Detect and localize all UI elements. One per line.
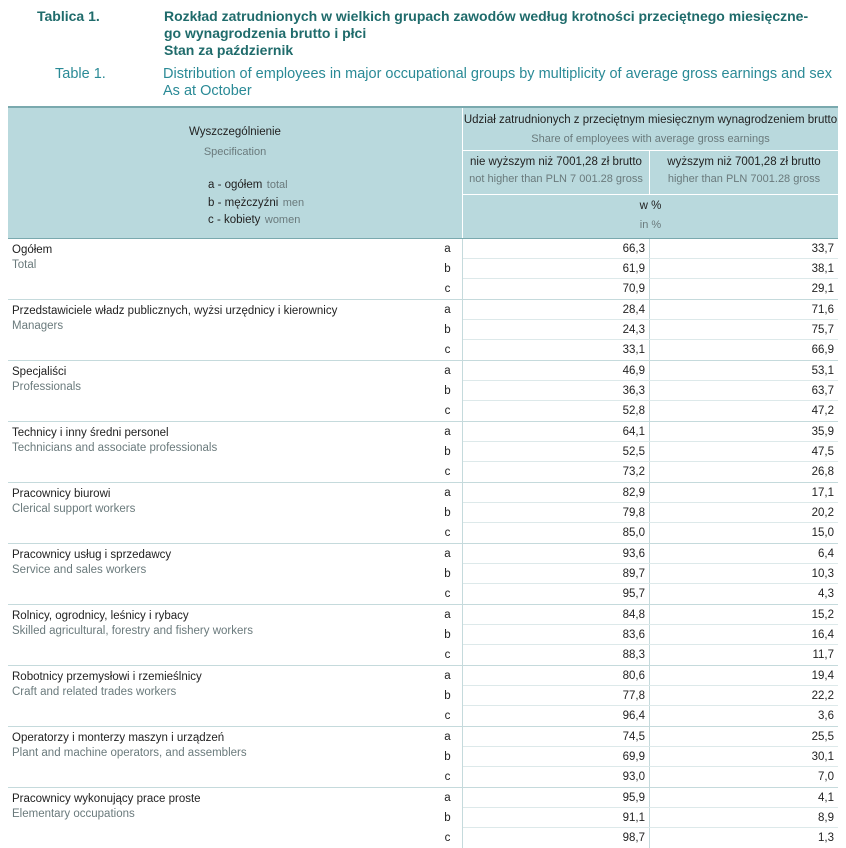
group-name-en: Professionals: [12, 381, 82, 393]
value-not-higher: 66,3: [622, 243, 645, 255]
caption-title-pl-line2: go wynagrodzenia brutto i płci: [164, 25, 367, 41]
unit-label-pl: w %: [639, 200, 662, 212]
table-row: [433, 666, 838, 686]
caption-subtitle-en: As at October: [163, 83, 252, 99]
legend-b-en: men: [282, 196, 305, 209]
table-row: [433, 483, 838, 503]
sex-key: c: [444, 283, 451, 295]
spec-label-en: Specification: [203, 146, 267, 158]
sex-key: c: [444, 527, 451, 539]
table-row: [433, 462, 838, 482]
value-not-higher: 83,6: [622, 629, 645, 641]
sex-key: b: [444, 629, 451, 641]
group-name-en: Total: [12, 259, 37, 271]
group-label: [12, 304, 432, 334]
value-higher: 26,8: [811, 466, 834, 478]
unit-label-en: in %: [639, 219, 662, 231]
value-higher: 10,3: [811, 568, 834, 580]
table-row: [433, 422, 838, 442]
sex-key: b: [444, 812, 451, 824]
col2-label-pl: wyższym niż 7001,28 zł brutto: [667, 156, 821, 168]
occupation-group: [8, 605, 838, 666]
value-higher: 17,1: [811, 487, 834, 499]
legend-c-pl: c - kobiety: [208, 214, 261, 226]
group-label: [12, 670, 432, 700]
table-row: [433, 645, 838, 665]
value-higher: 71,6: [811, 304, 834, 316]
table-row: [433, 767, 838, 787]
sex-legend: [208, 176, 304, 229]
group-label: [12, 792, 432, 822]
value-higher: 11,7: [812, 649, 834, 661]
occupation-group: [8, 239, 838, 300]
table-row: [433, 727, 838, 747]
caption-english: [0, 66, 846, 100]
table-row: [433, 605, 838, 625]
value-not-higher: 61,9: [622, 263, 645, 275]
col2-label-en: higher than PLN 7001.28 gross: [667, 173, 821, 185]
value-higher: 15,2: [811, 609, 834, 621]
value-not-higher: 36,3: [622, 385, 645, 397]
group-name-pl: Robotnicy przemysłowi i rzemieślnicy: [12, 671, 202, 683]
group-name-en: Skilled agricultural, forestry and fishery workers: [12, 625, 253, 637]
value-not-higher: 52,8: [622, 405, 645, 417]
sex-key: b: [444, 568, 451, 580]
value-higher: 25,5: [811, 731, 834, 743]
sex-key: a: [444, 304, 451, 316]
group-name-pl: Przedstawiciele władz publicznych, wyżsi urzędnicy i kierownicy: [12, 305, 338, 317]
occupation-group: [8, 727, 838, 788]
occupation-group: [8, 544, 838, 605]
value-not-higher: 46,9: [622, 365, 645, 377]
group-label: [12, 365, 432, 395]
caption-title-en: Distribution of employees in major occupational groups by multiplicity of average gross earnings and sex: [163, 66, 832, 82]
caption-title-pl-line1: Rozkład zatrudnionych w wielkich grupach zawodów według krotności przeciętnego miesięczne-: [164, 8, 809, 24]
header-specification-cell: [8, 108, 463, 238]
col2-header: [650, 156, 838, 185]
value-not-higher: 95,7: [622, 588, 645, 600]
table-row: [433, 259, 838, 279]
table-row: [433, 279, 838, 299]
group-name-en: Plant and machine operators, and assemblers: [12, 747, 247, 759]
value-not-higher: 96,4: [622, 710, 645, 722]
sex-key: b: [444, 263, 451, 275]
table-body: [8, 239, 838, 848]
legend-a-pl: a - ogółem: [208, 179, 263, 191]
table-row: [433, 584, 838, 604]
occupation-group: [8, 788, 838, 848]
sex-key: a: [444, 426, 451, 438]
group-name-pl: Technicy i inny średni personel: [12, 427, 169, 439]
sex-key: b: [444, 507, 451, 519]
col1-label-pl: nie wyższym niż 7001,28 zł brutto: [470, 156, 642, 168]
sex-key: c: [444, 466, 451, 478]
table-row: [433, 300, 838, 320]
value-not-higher: 95,9: [622, 792, 645, 804]
group-label: [12, 548, 432, 578]
group-name-pl: Rolnicy, ogrodnicy, leśnicy i rybacy: [12, 610, 189, 622]
group-name-en: Craft and related trades workers: [12, 686, 177, 698]
group-label: [12, 609, 432, 639]
group-name-pl: Ogółem: [12, 244, 53, 256]
group-name-pl: Pracownicy biurowi: [12, 488, 111, 500]
group-label: [12, 426, 432, 456]
table-row: [433, 239, 838, 259]
value-higher: 4,1: [818, 792, 834, 804]
value-higher: 66,9: [811, 344, 834, 356]
table-row: [433, 564, 838, 584]
occupation-group: [8, 483, 838, 544]
sex-key: c: [444, 649, 451, 661]
value-higher: 22,2: [811, 690, 834, 702]
col1-header: [463, 156, 649, 185]
value-higher: 47,5: [811, 446, 834, 458]
value-higher: 4,3: [818, 588, 834, 600]
caption-number-en: Table 1.: [55, 66, 106, 82]
value-higher: 75,7: [811, 324, 834, 336]
group-name-en: Elementary occupations: [12, 808, 135, 820]
spec-label-pl: Wyszczególnienie: [189, 126, 281, 138]
value-not-higher: 85,0: [622, 527, 645, 539]
data-table: [8, 106, 838, 848]
caption-subtitle-pl: Stan za październik: [164, 42, 294, 58]
value-higher: 29,1: [811, 283, 834, 295]
value-not-higher: 77,8: [622, 690, 645, 702]
group-name-en: Clerical support workers: [12, 503, 136, 515]
sex-key: a: [444, 670, 451, 682]
value-not-higher: 79,8: [622, 507, 645, 519]
value-not-higher: 84,8: [622, 609, 645, 621]
value-not-higher: 89,7: [622, 568, 645, 580]
sex-key: c: [444, 588, 451, 600]
group-name-pl: Operatorzy i monterzy maszyn i urządzeń: [12, 732, 225, 744]
table-row: [433, 381, 838, 401]
group-name-en: Technicians and associate professionals: [12, 442, 218, 454]
value-not-higher: 24,3: [622, 324, 645, 336]
legend-c-en: women: [264, 214, 301, 226]
group-label: [12, 243, 432, 273]
table-row: [433, 808, 838, 828]
col1-label-en: not higher than PLN 7 001.28 gross: [469, 173, 643, 185]
value-not-higher: 80,6: [622, 670, 645, 682]
value-not-higher: 74,5: [622, 731, 645, 743]
value-higher: 19,4: [811, 670, 834, 682]
sex-key: a: [444, 731, 451, 743]
sex-key: b: [444, 690, 451, 702]
value-higher: 15,0: [811, 527, 834, 539]
value-not-higher: 64,1: [622, 426, 645, 438]
value-not-higher: 69,9: [622, 751, 645, 763]
header-share-cell: [463, 108, 838, 238]
sex-key: a: [444, 487, 451, 499]
group-name-pl: Pracownicy usług i sprzedawcy: [12, 549, 172, 561]
legend-a-en: total: [266, 179, 288, 191]
table-row: [433, 686, 838, 706]
value-higher: 7,0: [818, 771, 834, 783]
sex-key: b: [444, 385, 451, 397]
group-name-en: Service and sales workers: [12, 564, 147, 576]
value-higher: 38,1: [811, 263, 834, 275]
sex-key: b: [444, 751, 451, 763]
table-row: [433, 747, 838, 767]
value-higher: 3,6: [818, 710, 834, 722]
table-row: [433, 361, 838, 381]
table-row: [433, 340, 838, 360]
table-header: [8, 106, 838, 239]
share-label-en: Share of employees with average gross earnings: [531, 133, 770, 145]
value-higher: 20,2: [811, 507, 834, 519]
table-row: [433, 544, 838, 564]
sex-key: a: [444, 243, 451, 255]
table-row: [433, 706, 838, 726]
value-higher: 33,7: [811, 243, 834, 255]
value-not-higher: 98,7: [622, 832, 645, 844]
value-not-higher: 93,6: [622, 548, 645, 560]
sex-key: a: [444, 365, 451, 377]
value-not-higher: 73,2: [622, 466, 645, 478]
group-label: [12, 487, 432, 517]
caption-number-pl: Tablica 1.: [37, 8, 100, 24]
value-higher: 6,4: [818, 548, 834, 560]
table-row: [433, 625, 838, 645]
sex-key: a: [444, 548, 451, 560]
occupation-group: [8, 422, 838, 483]
value-higher: 30,1: [811, 751, 834, 763]
table-row: [433, 320, 838, 340]
sex-key: c: [444, 710, 451, 722]
value-higher: 53,1: [811, 365, 834, 377]
table-row: [433, 401, 838, 421]
table-row: [433, 503, 838, 523]
value-higher: 1,3: [818, 832, 834, 844]
value-not-higher: 88,3: [622, 649, 645, 661]
occupation-group: [8, 300, 838, 361]
value-not-higher: 82,9: [622, 487, 645, 499]
sex-key: a: [444, 609, 451, 621]
caption-polish: [0, 8, 846, 59]
sex-key: c: [444, 405, 451, 417]
value-higher: 47,2: [811, 405, 834, 417]
value-not-higher: 91,1: [622, 812, 645, 824]
table-row: [433, 442, 838, 462]
value-higher: 35,9: [811, 426, 834, 438]
value-not-higher: 93,0: [622, 771, 645, 783]
value-higher: 63,7: [811, 385, 834, 397]
occupation-group: [8, 666, 838, 727]
value-higher: 8,9: [818, 812, 834, 824]
table-row: [433, 788, 838, 808]
table-row: [433, 828, 838, 848]
table-row: [433, 523, 838, 543]
sex-key: c: [444, 344, 451, 356]
group-label: [12, 731, 432, 761]
share-label-pl: Udział zatrudnionych z przeciętnym miesięcznym wynagrodzeniem brutto: [463, 114, 838, 126]
value-not-higher: 70,9: [622, 283, 645, 295]
sex-key: b: [444, 446, 451, 458]
value-not-higher: 28,4: [622, 304, 645, 316]
sex-key: c: [444, 832, 451, 844]
group-name-en: Managers: [12, 320, 64, 332]
legend-b-pl: b - mężczyźni: [208, 196, 279, 209]
value-higher: 16,4: [811, 629, 834, 641]
sex-key: a: [444, 792, 451, 804]
value-not-higher: 33,1: [622, 344, 645, 356]
value-not-higher: 52,5: [622, 446, 645, 458]
sex-key: c: [444, 771, 451, 783]
group-name-pl: Pracownicy wykonujący prace proste: [12, 793, 201, 805]
sex-key: b: [444, 324, 451, 336]
occupation-group: [8, 361, 838, 422]
group-name-pl: Specjaliści: [12, 366, 67, 378]
